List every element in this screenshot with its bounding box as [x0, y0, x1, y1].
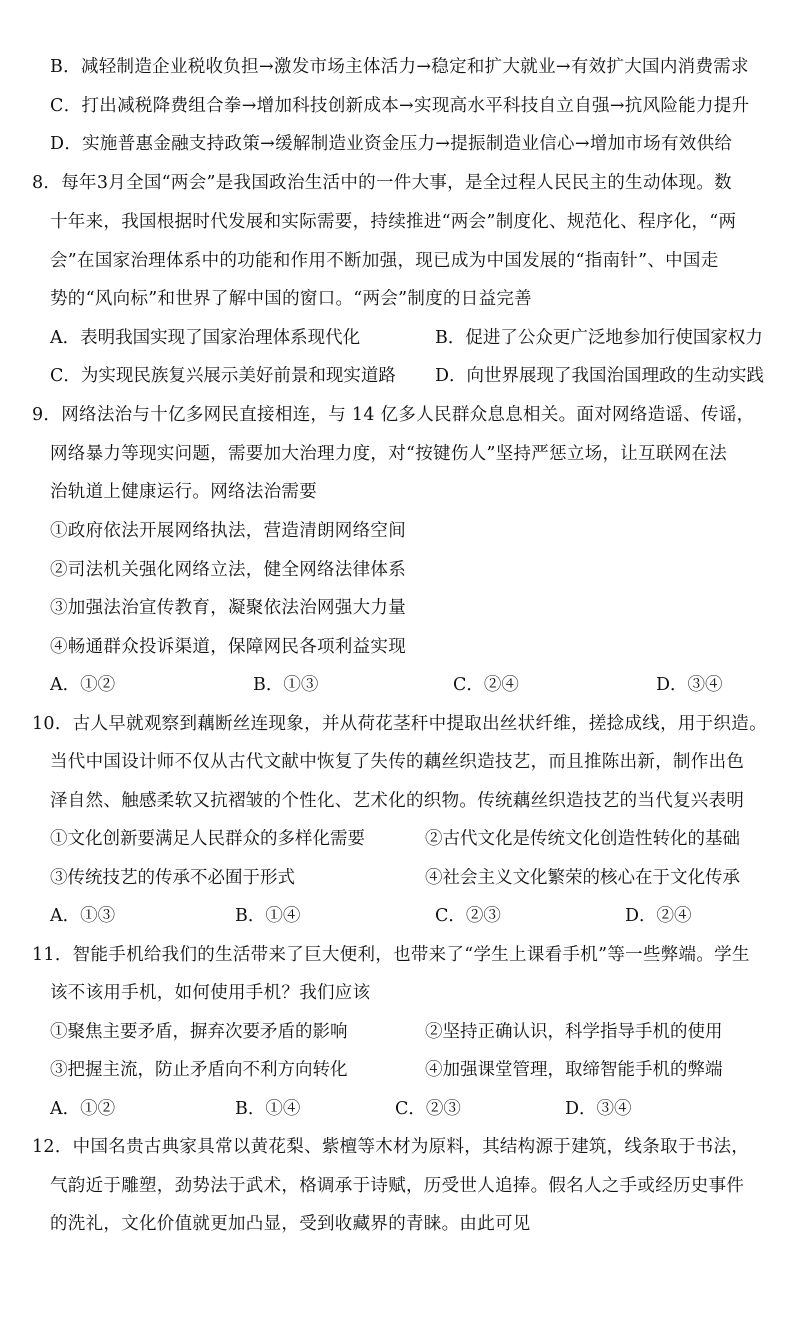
- question-9-item: ①政府依法开展网络执法，营造清朗网络空间: [50, 521, 406, 541]
- question-9-stem: 9．网络法治与十亿多网民直接相连，与 14 亿多人民群众息息相关。面对网络造谣、传谣，: [32, 405, 755, 425]
- question-9-stem: 治轨道上健康运行。网络法治需要: [50, 482, 317, 502]
- question-9-item: ④畅通群众投诉渠道，保障网民各项利益实现: [50, 637, 406, 657]
- question-11-choice-c: C．②③: [395, 1099, 461, 1119]
- question-9-choice-b: B．①③: [253, 675, 319, 695]
- question-9-choice-c: C．②④: [453, 675, 519, 695]
- question-10-item-1: ①文化创新要满足人民群众的多样化需要: [50, 829, 365, 849]
- question-11-choice-a: A．①②: [50, 1099, 116, 1119]
- question-9-stem: 网络暴力等现实问题，需要加大治理力度，对“按键伤人”坚持严惩立场，让互联网在法: [50, 444, 728, 464]
- question-11-item-1: ①聚焦主要矛盾，摒弃次要矛盾的影响: [50, 1022, 348, 1042]
- question-11-stem: 11．智能手机给我们的生活带来了巨大便利，也带来了“学生上课看手机”等一些弊端。学生: [32, 945, 750, 965]
- question-10-choice-c: C．②③: [435, 906, 501, 926]
- question-8-option-a: A．表明我国实现了国家治理体系现代化: [50, 328, 361, 348]
- question-8-option-c: C．为实现民族复兴展示美好前景和现实道路: [50, 366, 396, 386]
- question-11-stem: 该不该用手机，如何使用手机？我们应该: [50, 983, 371, 1003]
- question-8-stem: 十年来，我国根据时代发展和实际需要，持续推进“两会”制度化、规范化、程序化，“两: [50, 212, 737, 232]
- question-12-stem: 的洗礼，文化价值就更加凸显，受到收藏界的青睐。由此可见: [50, 1214, 531, 1234]
- question-10-choice-b: B．①④: [235, 906, 301, 926]
- question-10-choice-a: A．①③: [50, 906, 116, 926]
- question-9-choice-d: D．③④: [656, 675, 723, 695]
- question-11-choice-d: D．③④: [565, 1099, 632, 1119]
- question-10-item-4: ④社会主义文化繁荣的核心在于文化传承: [425, 868, 740, 888]
- question-11-item-2: ②坚持正确认识，科学指导手机的使用: [425, 1022, 723, 1042]
- question-8-stem: 会”在国家治理体系中的功能和作用不断加强，现已成为中国发展的“指南针”、中国走: [50, 251, 719, 271]
- question-10-stem: 10．古人早就观察到藕断丝连现象，并从荷花茎秆中提取出丝状纤维，搓捻成线，用于织造。: [32, 714, 767, 734]
- question-10-item-2: ②古代文化是传统文化创造性转化的基础: [425, 829, 740, 849]
- question-12-stem: 12．中国名贵古典家具常以黄花梨、紫檀等木材为原料，其结构源于建筑，线条取于书法，: [32, 1137, 750, 1157]
- question-11-item-4: ④加强课堂管理，取缔智能手机的弊端: [425, 1060, 723, 1080]
- question-10-stem: 泽自然、触感柔软又抗褶皱的个性化、艺术化的织物。传统藕丝织造技艺的当代复兴表明: [50, 791, 745, 811]
- question-10-choice-d: D．②④: [625, 906, 692, 926]
- option-line: D．实施普惠金融支持政策→缓解制造业资金压力→提振制造业信心→增加市场有效供给: [50, 134, 733, 154]
- question-9-item: ②司法机关强化网络立法，健全网络法律体系: [50, 560, 406, 580]
- question-8-stem: 8．每年3月全国“两会”是我国政治生活中的一件大事，是全过程人民民主的生动体现。数: [32, 173, 732, 193]
- question-11-item-3: ③把握主流，防止矛盾向不利方向转化: [50, 1060, 348, 1080]
- question-10-item-3: ③传统技艺的传承不必囿于形式: [50, 868, 295, 888]
- option-line: C．打出减税降费组合拳→增加科技创新成本→实现高水平科技自立自强→抗风险能力提升: [50, 96, 750, 116]
- question-8-option-b: B．促进了公众更广泛地参加行使国家权力: [435, 328, 763, 348]
- question-11-choice-b: B．①④: [235, 1099, 301, 1119]
- question-10-stem: 当代中国设计师不仅从古代文献中恢复了失传的藕丝织造技艺，而且推陈出新，制作出色: [50, 752, 745, 772]
- question-9-item: ③加强法治宣传教育，凝聚依法治网强大力量: [50, 598, 406, 618]
- option-line: B．减轻制造企业税收负担→激发市场主体活力→稳定和扩大就业→有效扩大国内消费需求: [50, 57, 749, 77]
- question-8-option-d: D．向世界展现了我国治国理政的生动实践: [435, 366, 765, 386]
- question-12-stem: 气韵近于雕塑，劲势法于武术，格调承于诗赋，历受世人追捧。假名人之手或经历史事件: [50, 1176, 745, 1196]
- question-8-stem: 势的“风向标”和世界了解中国的窗口。“两会”制度的日益完善: [50, 289, 532, 309]
- question-9-choice-a: A．①②: [50, 675, 116, 695]
